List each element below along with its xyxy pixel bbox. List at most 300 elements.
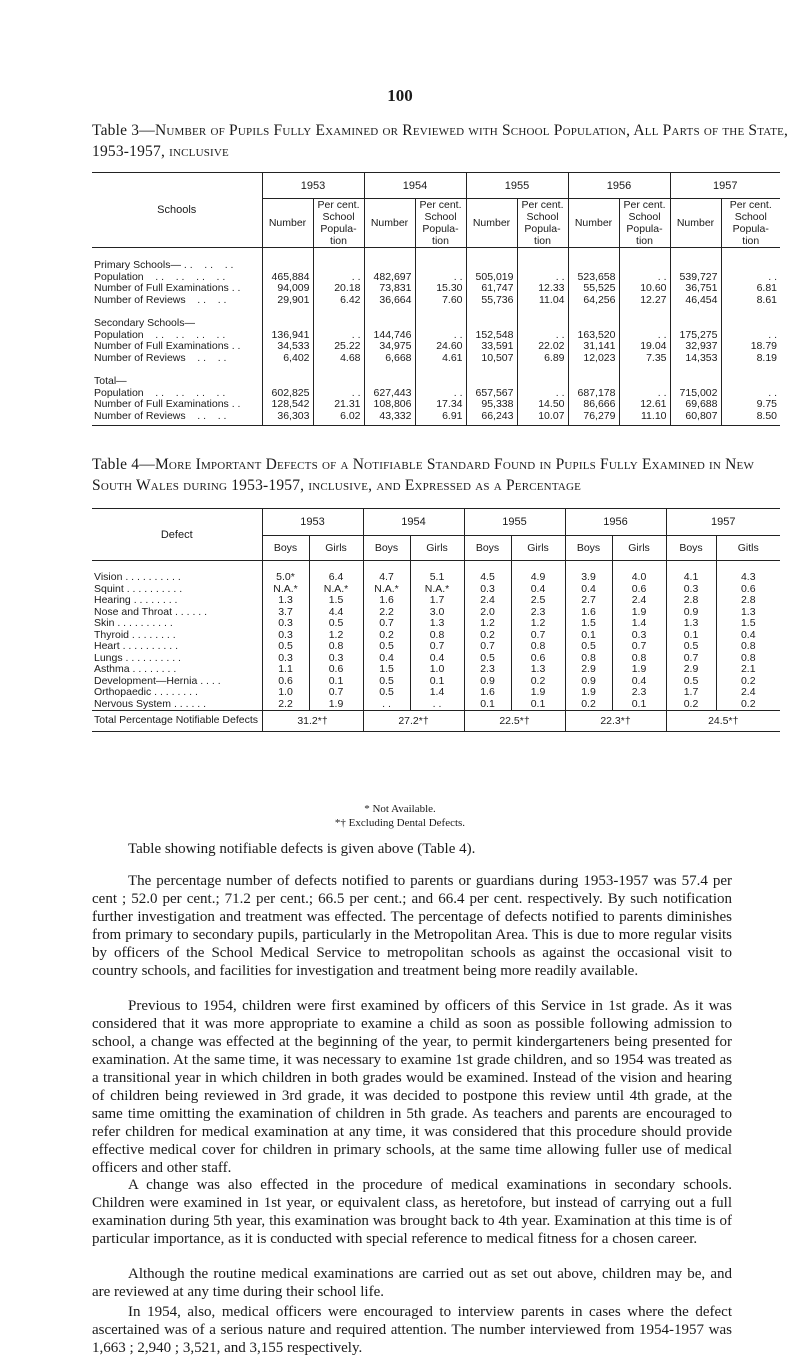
table4-cell: 0.2: [716, 699, 780, 711]
table4-cell: 2.7: [565, 595, 612, 607]
table3-cell: 12.61: [619, 399, 670, 411]
table3-empty-cell: [313, 260, 364, 272]
spacer-cell: [670, 422, 721, 426]
table4-cell: 1.7: [666, 687, 716, 699]
table3-year-header: 1955: [466, 173, 568, 199]
table4-cell: 0.8: [309, 641, 363, 653]
table3-group-label: Primary Schools— . . . . . .: [94, 259, 234, 271]
table3-cell: 7.60: [415, 295, 466, 307]
spacer-cell: [670, 306, 721, 318]
table4-cell: 5.0*: [262, 572, 309, 584]
table3-cell: 34,533: [262, 341, 313, 353]
table3-cell: 715,002: [670, 388, 721, 400]
spacer-cell: [721, 422, 780, 426]
table4-cell: 1.7: [410, 595, 464, 607]
table3-empty-cell: [670, 318, 721, 330]
spacer-cell: [466, 364, 517, 376]
table3-empty-cell: [313, 318, 364, 330]
spacer-cell: [313, 364, 364, 376]
table4-cell: 0.8: [511, 641, 565, 653]
table4-cell: 0.9: [666, 607, 716, 619]
spacer-cell: [721, 306, 780, 318]
table4-total-cell: 22.5*†: [464, 711, 565, 732]
table4-cell: 0.5: [363, 687, 410, 699]
spacer-cell: [619, 364, 670, 376]
table4-cell: 0.3: [464, 584, 511, 596]
table3-cell: 108,806: [364, 399, 415, 411]
table4-row: [92, 699, 780, 711]
table3-cell: . .: [517, 272, 568, 284]
table3-empty-cell: [619, 376, 670, 388]
table3-year-header: 1953: [262, 173, 364, 199]
table4-row: [92, 572, 780, 584]
table3-row: [92, 341, 780, 353]
table3-cell: 21.31: [313, 399, 364, 411]
table3-cell: 152,548: [466, 330, 517, 342]
table3-empty-cell: [568, 318, 619, 330]
table4-cell: 6.4: [309, 572, 363, 584]
table4-year-header: 1953: [262, 509, 363, 536]
table4-cell: 0.6: [716, 584, 780, 596]
table4-cell: 1.4: [612, 618, 666, 630]
table4: [92, 508, 780, 732]
spacer-cell: [568, 364, 619, 376]
table3-cell: . .: [619, 272, 670, 284]
table4-cell: 0.4: [565, 584, 612, 596]
table4-cell: 2.8: [716, 595, 780, 607]
table3-cell: 18.79: [721, 341, 780, 353]
table3-empty-cell: [568, 376, 619, 388]
table3-cell: 24.60: [415, 341, 466, 353]
spacer-cell: [670, 248, 721, 261]
table4-row-label: Heart . . . . . . . . . .: [94, 640, 179, 652]
table3-cell: 64,256: [568, 295, 619, 307]
table3-cell: 657,567: [466, 388, 517, 400]
table3-row-label: Number of Reviews . . . .: [94, 293, 227, 306]
spacer-cell: [568, 248, 619, 261]
table4-cell: N.A.*: [363, 584, 410, 596]
table4-cell: 0.7: [410, 641, 464, 653]
table4-cell: 1.3: [666, 618, 716, 630]
table4-total-label: Total Percentage Notifiable Defects: [92, 711, 262, 732]
table4-cell: 4.7: [363, 572, 410, 584]
table4-cell: 0.7: [612, 641, 666, 653]
table4-cell: 1.5: [716, 618, 780, 630]
table4-row-label: Nose and Throat . . . . . .: [94, 605, 208, 618]
table3-percent-header: Per cent. School Popula- tion: [619, 199, 670, 248]
table3-cell: . .: [619, 330, 670, 342]
table3-year-header: 1957: [670, 173, 780, 199]
table3-cell: 6,668: [364, 353, 415, 365]
table4-total-cell: 24.5*†: [666, 711, 780, 732]
table4-row: [92, 641, 780, 653]
spacer-cell: [364, 248, 415, 261]
table3-cell: . .: [619, 388, 670, 400]
table3-row-label: Population . . . . . . . .: [94, 270, 226, 283]
table4-cell: 2.5: [511, 595, 565, 607]
table3-empty-cell: [568, 260, 619, 272]
table4-row-label: Thyroid . . . . . . . .: [94, 628, 176, 641]
table3-cell: . .: [517, 330, 568, 342]
table4-cell: 1.9: [612, 664, 666, 676]
table4-boys-header: Boys: [565, 536, 612, 561]
table3-cell: 17.34: [415, 399, 466, 411]
table3-number-header: Number: [670, 199, 721, 248]
table3-group-label: Total—: [94, 375, 127, 387]
table4-cell: 1.2: [511, 618, 565, 630]
table3-cell: 36,751: [670, 283, 721, 295]
table3-cell: 6.81: [721, 283, 780, 295]
table3-cell: 36,303: [262, 411, 313, 423]
table4-row: [92, 595, 780, 607]
table3-year-header: 1954: [364, 173, 466, 199]
table3-cell: 36,664: [364, 295, 415, 307]
table4-cell: 1.5: [363, 664, 410, 676]
table3-group-row: [92, 318, 780, 330]
table3-cell: 8.61: [721, 295, 780, 307]
table3-empty-cell: [619, 318, 670, 330]
table3-cell: 6,402: [262, 353, 313, 365]
spacer-cell: [415, 422, 466, 426]
table3-cell: 69,688: [670, 399, 721, 411]
table3-cell: . .: [415, 272, 466, 284]
table4-cell: 0.8: [410, 630, 464, 642]
table3-cell: . .: [721, 330, 780, 342]
table3-cell: 12,023: [568, 353, 619, 365]
table4-cell: 0.2: [511, 676, 565, 688]
table3-cell: 43,332: [364, 411, 415, 423]
table3-empty-cell: [619, 260, 670, 272]
table3-cell: . .: [313, 388, 364, 400]
table4-cell: 1.9: [511, 687, 565, 699]
table4-cell: 0.4: [410, 653, 464, 665]
table4-cell: 4.5: [464, 572, 511, 584]
table4-cell: 0.3: [262, 618, 309, 630]
table4-cell: 0.4: [716, 630, 780, 642]
table4-cell: 0.1: [666, 630, 716, 642]
table4-row-label: Squint . . . . . . . . . .: [94, 582, 183, 595]
table4-cell: 2.8: [666, 595, 716, 607]
table4-cell: 0.2: [565, 699, 612, 711]
table3-cell: . .: [721, 272, 780, 284]
table4-cell: 0.1: [309, 676, 363, 688]
table3-cell: 10.60: [619, 283, 670, 295]
table3-empty-cell: [517, 318, 568, 330]
table4-cell: 2.2: [262, 699, 309, 711]
table4-cell: 0.5: [464, 653, 511, 665]
table4-cell: 1.3: [716, 607, 780, 619]
table4-cell: 1.2: [309, 630, 363, 642]
table3-cell: 482,697: [364, 272, 415, 284]
table4-cell: 2.3: [511, 607, 565, 619]
table3-cell: 61,747: [466, 283, 517, 295]
table3-cell: 10,507: [466, 353, 517, 365]
table3-empty-cell: [262, 260, 313, 272]
table4-cell: 0.1: [511, 699, 565, 711]
table3-cell: 31,141: [568, 341, 619, 353]
spacer-cell: [517, 364, 568, 376]
table4-total-cell: 27.2*†: [363, 711, 464, 732]
table3-empty-cell: [415, 260, 466, 272]
table3-percent-header: Per cent. School Popula- tion: [721, 199, 780, 248]
table3-number-header: Number: [466, 199, 517, 248]
table4-row: [92, 664, 780, 676]
table4-cell: 1.0: [410, 664, 464, 676]
table3-row-label: Number of Full Examinations . .: [94, 340, 241, 352]
table3-cell: . .: [313, 330, 364, 342]
table4-cell: 0.1: [410, 676, 464, 688]
table4-cell: 1.2: [464, 618, 511, 630]
table3-empty-cell: [262, 318, 313, 330]
spacer-cell: [517, 248, 568, 261]
table4-cell: 4.9: [511, 572, 565, 584]
table4-cell: 1.1: [262, 664, 309, 676]
table4-cell: 0.6: [309, 664, 363, 676]
table4-cell: 1.3: [410, 618, 464, 630]
table4-cell: 2.9: [666, 664, 716, 676]
table4-cell: 1.9: [612, 607, 666, 619]
table4-cell: 0.5: [262, 641, 309, 653]
table4-row-label: Hearing . . . . . . . .: [94, 594, 178, 606]
table4-cell: 0.7: [363, 618, 410, 630]
table4-cell: 0.7: [666, 653, 716, 665]
table4-cell: 0.6: [511, 653, 565, 665]
table3-title-lead: Table 3—: [92, 122, 155, 139]
table3-empty-cell: [313, 376, 364, 388]
table3-cell: 602,825: [262, 388, 313, 400]
table4-cell: 0.1: [612, 699, 666, 711]
table3-cell: 6.89: [517, 353, 568, 365]
table3-row-label: Number of Reviews . . . .: [94, 351, 227, 364]
table3-cell: 11.04: [517, 295, 568, 307]
table3-year-header: 1956: [568, 173, 670, 199]
table3-cell: 8.50: [721, 411, 780, 423]
paragraph-1: Table showing notifiable defects is given above (Table 4).: [128, 841, 476, 857]
table4-cell: 0.3: [612, 630, 666, 642]
table3-cell: 19.04: [619, 341, 670, 353]
table4-cell: 0.6: [262, 676, 309, 688]
table4-title-text: More Important Defects of a Notifiable Standard Found in Pupils Fully Examined in New South Wales during 1953-1957, inclusive, and Expressed as a Percentage: [92, 456, 755, 494]
table3-cell: 14,353: [670, 353, 721, 365]
table4-cell: . .: [410, 699, 464, 711]
paragraph-6: In 1954, also, medical officers were encouraged to interview parents in cases where the defect ascertained was of a serious nature and required attention. The number interviewed from 1954-1957 was 1,663 ; 2,940 ; 3,521, and 3,155 respectively.: [92, 1304, 732, 1356]
table3-row-label: Number of Reviews . . . .: [94, 409, 227, 422]
table4-cell: 4.0: [612, 572, 666, 584]
table3-cell: 86,666: [568, 399, 619, 411]
table3-number-header: Number: [262, 199, 313, 248]
table3-cell: 15.30: [415, 283, 466, 295]
paragraph-2: The percentage number of defects notified to parents or guardians during 1953-1957 was 57.4 per cent ; 52.0 per cent.; 71.2 per cent.; 66.5 per cent.; and 66.4 per cent. respectively. By such notification further investigation and treatment was effected. The percentage of defects notified to parents diminishes from primary to secondary pupils, particularly in the Metropolitan Area. This is due to more regular visits by officers of the School Medical Service to metropolitan schools as against the occasional visit to country schools, and facilities for investigation and treatment being more readily available.: [92, 873, 732, 979]
table3-empty-cell: [415, 376, 466, 388]
table4-cell: 4.3: [716, 572, 780, 584]
table3-cell: 687,178: [568, 388, 619, 400]
table4-girls-header: Gitls: [716, 536, 780, 561]
table4-cell: 0.7: [464, 641, 511, 653]
table3: [92, 172, 780, 426]
spacer-cell: [415, 364, 466, 376]
table4-cell: 2.3: [464, 664, 511, 676]
table4-cell: 0.5: [363, 641, 410, 653]
table4-cell: 0.7: [309, 687, 363, 699]
table3-cell: 6.02: [313, 411, 364, 423]
table3-bottom: [92, 422, 780, 426]
table4-row-label: Nervous System . . . . . .: [94, 697, 207, 710]
table4-girls-header: Girls: [410, 536, 464, 561]
table4-cell: . .: [363, 699, 410, 711]
table4-cell: 0.6: [612, 584, 666, 596]
table3-cell: 55,736: [466, 295, 517, 307]
table4-cell: 5.1: [410, 572, 464, 584]
spacer-cell: [517, 306, 568, 318]
table3-group-label: Secondary Schools—: [94, 317, 195, 329]
note-excluding-dental: *† Excluding Dental Defects.: [334, 817, 466, 829]
table4-cell: 0.8: [612, 653, 666, 665]
table3-year-row: [92, 173, 780, 199]
table4-cell: 1.5: [565, 618, 612, 630]
table4-total-row: [92, 711, 780, 732]
table3-empty-cell: [364, 318, 415, 330]
table3-empty-cell: [466, 376, 517, 388]
table3-cell: 46,454: [670, 295, 721, 307]
table4-boys-header: Boys: [666, 536, 716, 561]
table4-boys-header: Boys: [363, 536, 410, 561]
table4-cell: 2.2: [363, 607, 410, 619]
table3-spacer: [92, 364, 780, 376]
table3-empty-cell: [364, 376, 415, 388]
table4-total-cell: 31.2*†: [262, 711, 363, 732]
table4-cell: 0.5: [363, 676, 410, 688]
paragraph-5: Although the routine medical examinations are carried out as set out above, children may be, and are reviewed at any time during their school life.: [92, 1266, 732, 1300]
table3-empty-cell: [517, 260, 568, 272]
table3-row-label: Number of Full Examinations . .: [94, 398, 241, 410]
table3-row: [92, 353, 780, 365]
table3-schools-header: Schools: [92, 173, 262, 248]
table4-cell: 0.9: [464, 676, 511, 688]
table3-number-header: Number: [364, 199, 415, 248]
table3-percent-header: Per cent. School Popula- tion: [415, 199, 466, 248]
table3-cell: 8.19: [721, 353, 780, 365]
table4-year-header: 1955: [464, 509, 565, 536]
table3-row-label: Population . . . . . . . .: [94, 386, 226, 399]
table3-cell: 11.10: [619, 411, 670, 423]
table3-cell: 6.42: [313, 295, 364, 307]
table4-cell: 0.8: [565, 653, 612, 665]
table4-cell: N.A.*: [309, 584, 363, 596]
table4-row-label: Skin . . . . . . . . . .: [94, 617, 173, 629]
spacer-cell: [568, 306, 619, 318]
table3-cell: 76,279: [568, 411, 619, 423]
table3-cell: 627,443: [364, 388, 415, 400]
table4-cell: 0.2: [716, 676, 780, 688]
spacer-cell: [262, 248, 313, 261]
table4-row-label: Lungs . . . . . . . . . .: [94, 651, 181, 664]
page-number: 100: [387, 86, 413, 105]
table3-empty-cell: [517, 376, 568, 388]
table3-empty-cell: [721, 376, 780, 388]
table4-year-row: [92, 509, 780, 536]
table3-cell: 505,019: [466, 272, 517, 284]
spacer-cell: [670, 364, 721, 376]
table4-cell: 3.9: [565, 572, 612, 584]
spacer-cell: [466, 422, 517, 426]
table3-percent-header: Per cent. School Popula- tion: [313, 199, 364, 248]
table3-cell: 136,941: [262, 330, 313, 342]
table3-empty-cell: [721, 318, 780, 330]
table3-title: [92, 120, 792, 162]
spacer-cell: [466, 248, 517, 261]
table4-cell: 2.4: [716, 687, 780, 699]
spacer-cell: [619, 248, 670, 261]
spacer-cell: [313, 422, 364, 426]
table4-total-cell: 22.3*†: [565, 711, 666, 732]
table3-empty-cell: [466, 318, 517, 330]
table4-cell: 0.1: [565, 630, 612, 642]
table3-row: [92, 295, 780, 307]
table3-empty-cell: [364, 260, 415, 272]
table4-cell: 1.4: [410, 687, 464, 699]
table4-row-label: Development—Hernia . . . .: [94, 674, 221, 687]
table3-row-label: Number of Full Examinations . .: [94, 282, 241, 294]
table4-cell: 1.6: [363, 595, 410, 607]
table4-cell: 0.2: [363, 630, 410, 642]
table3-cell: 33,591: [466, 341, 517, 353]
table4-cell: 0.5: [666, 676, 716, 688]
table3-cell: 22.02: [517, 341, 568, 353]
table4-cell: 0.8: [716, 641, 780, 653]
table3-empty-cell: [466, 260, 517, 272]
table3-cell: 128,542: [262, 399, 313, 411]
table4-cell: 2.0: [464, 607, 511, 619]
spacer-cell: [466, 306, 517, 318]
table4-cell: 0.7: [511, 630, 565, 642]
table4-title: [92, 454, 792, 496]
table3-cell: 9.75: [721, 399, 780, 411]
table3-cell: 94,009: [262, 283, 313, 295]
spacer-cell: [415, 306, 466, 318]
spacer-cell: [619, 422, 670, 426]
table4-cell: 0.9: [565, 676, 612, 688]
table4-cell: 0.4: [612, 676, 666, 688]
table4-girls-header: Girls: [612, 536, 666, 561]
table4-cell: 2.9: [565, 664, 612, 676]
table4-cell: 0.5: [565, 641, 612, 653]
spacer-cell: [262, 364, 313, 376]
table3-percent-header: Per cent. School Popula- tion: [517, 199, 568, 248]
table3-empty-cell: [670, 260, 721, 272]
spacer-cell: [517, 422, 568, 426]
table3-spacer: [92, 306, 780, 318]
table3-row-label: Population . . . . . . . .: [94, 328, 226, 341]
table4-boys-header: Boys: [464, 536, 511, 561]
table3-cell: 95,338: [466, 399, 517, 411]
table3-empty-cell: [415, 318, 466, 330]
table4-cell: 1.6: [565, 607, 612, 619]
table4-cell: 1.9: [565, 687, 612, 699]
table3-cell: 144,746: [364, 330, 415, 342]
table4-cell: 0.2: [666, 699, 716, 711]
table4-cell: 0.3: [262, 653, 309, 665]
table4-cell: N.A.*: [262, 584, 309, 596]
table3-empty-cell: [670, 376, 721, 388]
table4-row-label: Asthma . . . . . . . .: [94, 663, 177, 675]
table4-row: [92, 687, 780, 699]
table3-cell: 12.27: [619, 295, 670, 307]
table4-title-lead: Table 4—: [92, 456, 155, 473]
table4-cell: 3.7: [262, 607, 309, 619]
table4-cell: 4.4: [309, 607, 363, 619]
table3-row: [92, 411, 780, 423]
table3-title-text: Number of Pupils Fully Examined or Reviewed with School Population, All Parts of the State, 1953-1957, inclusive: [92, 122, 789, 160]
